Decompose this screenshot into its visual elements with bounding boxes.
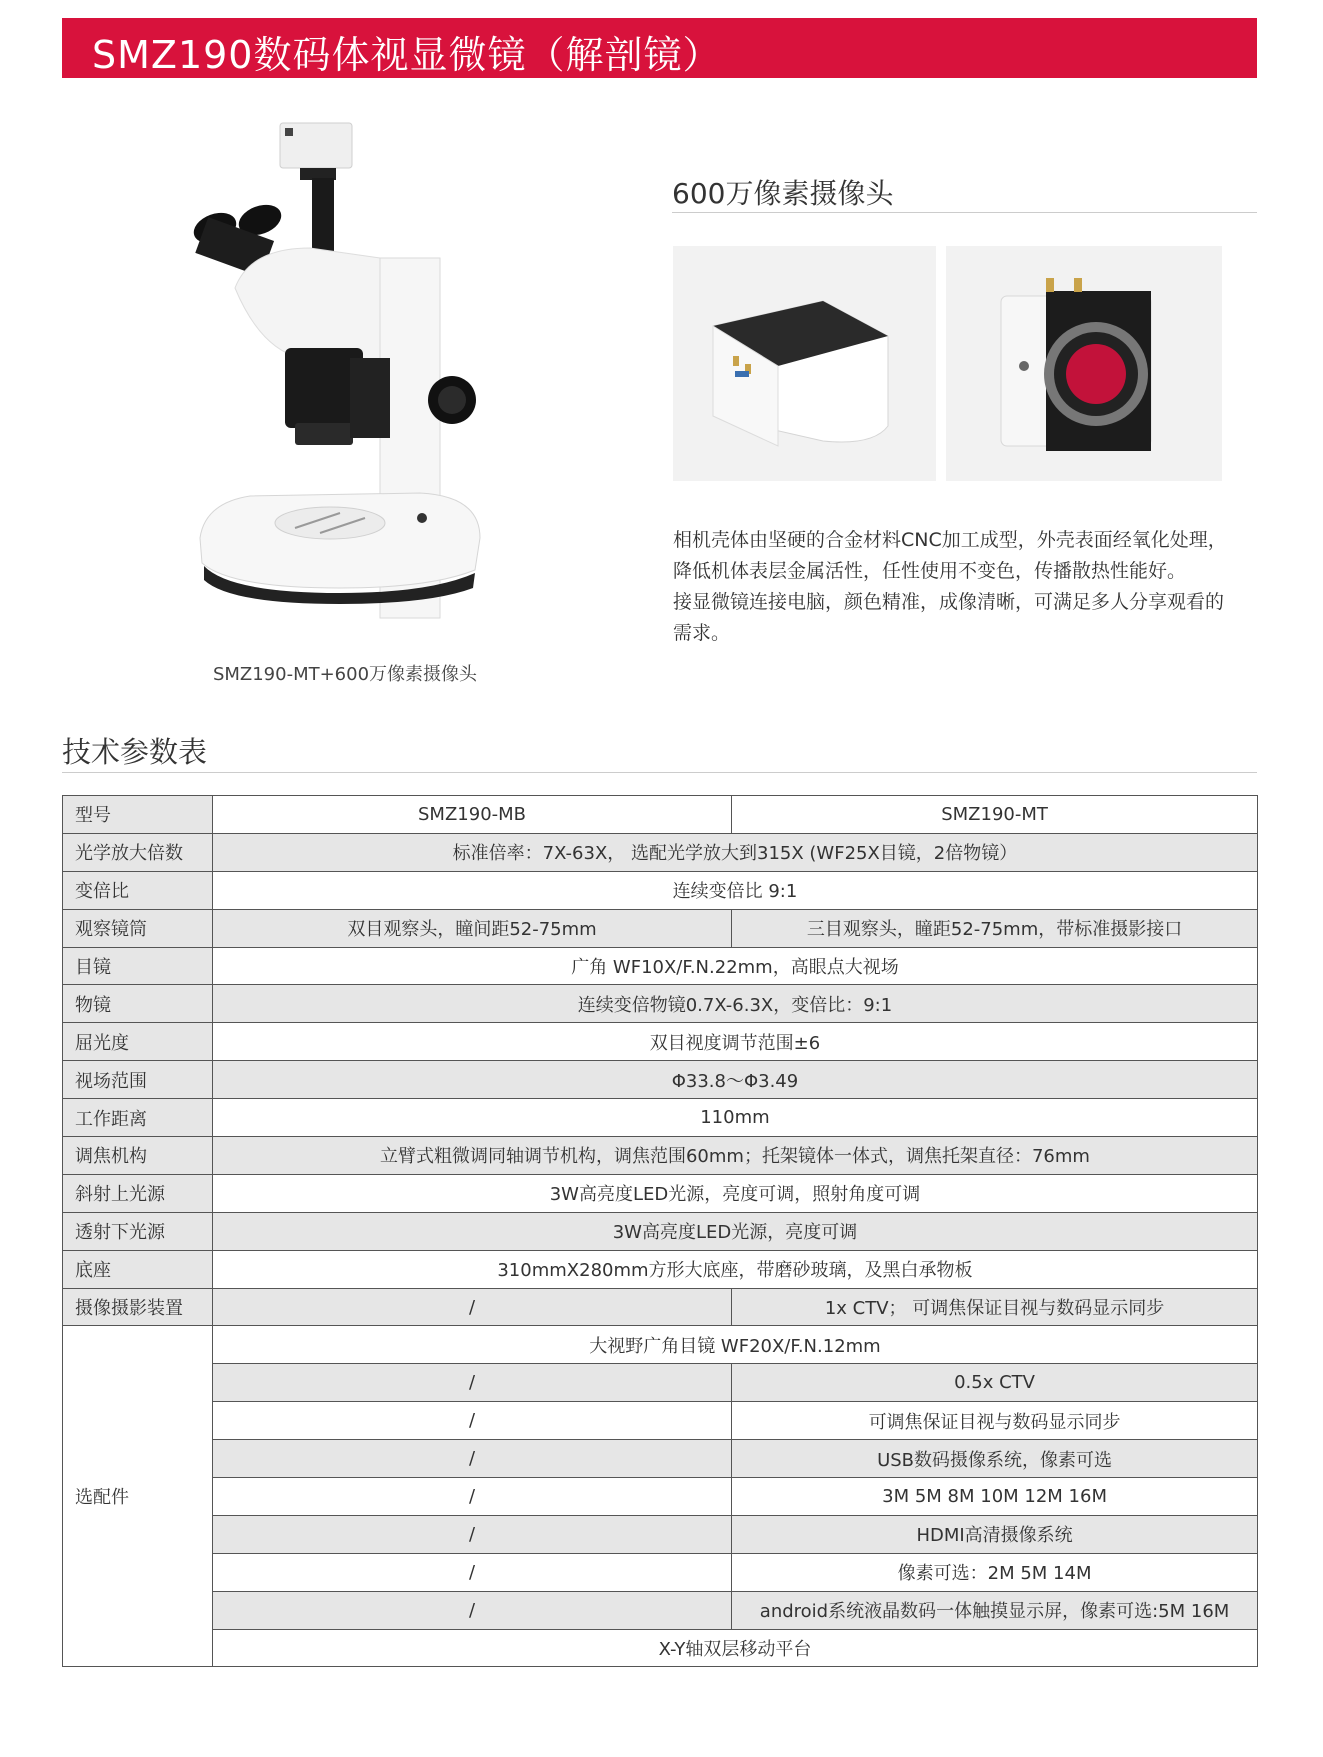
model-mb: SMZ190-MB <box>212 796 731 834</box>
row-label: 工作距离 <box>63 1099 213 1137</box>
camera-divider <box>672 212 1257 213</box>
row-value: 310mmX280mm方形大底座，带磨砂玻璃，及黑白承物板 <box>212 1250 1257 1288</box>
row-value: 双目视度调节范围±6 <box>212 1023 1257 1061</box>
camera-photo-top <box>673 246 936 481</box>
table-row <box>63 1061 1258 1099</box>
option-mt: HDMI高清摄像系统 <box>732 1515 1258 1553</box>
description-line: 接显微镜连接电脑，颜色精准，成像清晰，可满足多人分享观看的 <box>673 591 1225 613</box>
description-line: 需求。 <box>673 622 731 644</box>
option-mb: / <box>212 1402 731 1440</box>
row-label: 调焦机构 <box>63 1137 213 1175</box>
row-label: 型号 <box>63 796 213 834</box>
table-row <box>63 1478 1258 1516</box>
row-label: 观察镜筒 <box>63 909 213 947</box>
option-mt: 可调焦保证目视与数码显示同步 <box>732 1402 1258 1440</box>
row-label: 光学放大倍数 <box>63 833 213 871</box>
row-label: 变倍比 <box>63 871 213 909</box>
table-row <box>63 909 1258 947</box>
spec-divider <box>62 772 1257 773</box>
row-label: 视场范围 <box>63 1061 213 1099</box>
option-mt: USB数码摄像系统，像素可选 <box>732 1440 1258 1478</box>
option-value: 大视野广角目镜 WF20X/F.N.12mm <box>212 1326 1257 1364</box>
row-value-mt: 三目观察头，瞳距52-75mm，带标准摄影接口 <box>732 909 1258 947</box>
table-row <box>63 1440 1258 1478</box>
table-row <box>63 1364 1258 1402</box>
table-row <box>63 1629 1258 1667</box>
spec-table <box>62 795 1258 1667</box>
table-row <box>63 871 1258 909</box>
table-row <box>63 985 1258 1023</box>
camera-description <box>673 525 1263 649</box>
row-value: 连续变倍比 9:1 <box>212 871 1257 909</box>
option-value: X-Y轴双层移动平台 <box>212 1629 1257 1667</box>
row-value: 广角 WF10X/F.N.22mm，高眼点大视场 <box>212 947 1257 985</box>
camera-photo-front <box>946 246 1222 481</box>
option-mb: / <box>212 1478 731 1516</box>
description-line: 相机壳体由坚硬的合金材料CNC加工成型，外壳表面经氧化处理， <box>673 529 1227 551</box>
row-label: 目镜 <box>63 947 213 985</box>
option-mt: android系统液晶数码一体触摸显示屏，像素可选:5M 16M <box>732 1591 1258 1629</box>
row-label: 屈光度 <box>63 1023 213 1061</box>
table-row <box>63 1326 1258 1364</box>
row-value: 标准倍率：7X-63X， 选配光学放大到315X (WF25X目镜，2倍物镜） <box>212 833 1257 871</box>
title-bar <box>62 18 1257 78</box>
table-row <box>63 1553 1258 1591</box>
camera-heading: 600万像素摄像头 <box>672 177 894 210</box>
row-value: 3W高亮度LED光源，亮度可调 <box>212 1212 1257 1250</box>
option-mt: 像素可选：2M 5M 14M <box>732 1553 1258 1591</box>
row-value: Φ33.8～Φ3.49 <box>212 1061 1257 1099</box>
row-label: 斜射上光源 <box>63 1174 213 1212</box>
table-row <box>63 1137 1258 1175</box>
options-label: 选配件 <box>63 1326 213 1667</box>
option-mt: 0.5x CTV <box>732 1364 1258 1402</box>
option-mb: / <box>212 1364 731 1402</box>
row-value: 110mm <box>212 1099 1257 1137</box>
row-value-mb: 双目观察头，瞳间距52-75mm <box>212 909 731 947</box>
option-mb: / <box>212 1553 731 1591</box>
product-caption: SMZ190-MT+600万像素摄像头 <box>212 664 478 685</box>
row-label: 摄像摄影装置 <box>63 1288 213 1326</box>
row-label: 透射下光源 <box>63 1212 213 1250</box>
option-mt: 3M 5M 8M 10M 12M 16M <box>732 1478 1258 1516</box>
option-mb: / <box>212 1515 731 1553</box>
microscope-image <box>190 118 490 648</box>
spec-heading: 技术参数表 <box>62 735 208 769</box>
row-value: 连续变倍物镜0.7X-6.3X，变倍比：9:1 <box>212 985 1257 1023</box>
row-value-mb: / <box>212 1288 731 1326</box>
row-value: 3W高亮度LED光源，亮度可调，照射角度可调 <box>212 1174 1257 1212</box>
table-row <box>63 1174 1258 1212</box>
table-row <box>63 833 1258 871</box>
model-mt: SMZ190-MT <box>732 796 1258 834</box>
option-mb: / <box>212 1440 731 1478</box>
row-value: 立臂式粗微调同轴调节机构，调焦范围60mm；托架镜体一体式，调焦托架直径：76mm <box>212 1137 1257 1175</box>
description-line: 降低机体表层金属活性，任性使用不变色，传播散热性能好。 <box>673 560 1187 582</box>
table-row <box>63 1288 1258 1326</box>
page-title: SMZ190数码体视显微镜（解剖镜） <box>92 33 722 77</box>
table-row <box>63 796 1258 834</box>
table-row <box>63 1591 1258 1629</box>
row-label: 物镜 <box>63 985 213 1023</box>
table-row <box>63 1402 1258 1440</box>
table-row <box>63 947 1258 985</box>
table-row <box>63 1515 1258 1553</box>
option-mb: / <box>212 1591 731 1629</box>
table-row <box>63 1250 1258 1288</box>
table-row <box>63 1023 1258 1061</box>
row-label: 底座 <box>63 1250 213 1288</box>
table-row <box>63 1212 1258 1250</box>
table-row <box>63 1099 1258 1137</box>
row-value-mt: 1x CTV； 可调焦保证目视与数码显示同步 <box>732 1288 1258 1326</box>
